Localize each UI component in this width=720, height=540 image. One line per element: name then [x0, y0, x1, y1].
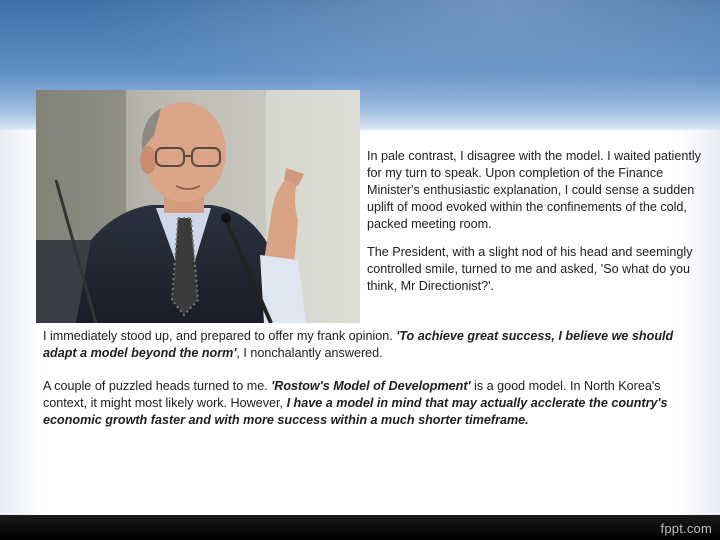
paragraph-4-model-name: 'Rostow's Model of Development' — [271, 379, 471, 393]
paragraph-4-middle: is a good model. In North Korea's context, it might most likely work. However, — [43, 379, 661, 410]
right-text-column — [367, 148, 707, 306]
paragraph-3 — [43, 328, 683, 362]
paragraph-4-lead: A couple of puzzled heads turned to me. — [43, 379, 272, 393]
full-width-text — [43, 328, 683, 445]
paragraph-3-lead: I immediately stood up, and prepared to offer my frank opinion. — [43, 329, 397, 343]
paragraph-3-quote: 'To achieve great success, I believe we should adapt a model beyond the norm' — [43, 329, 674, 360]
paragraph-4 — [43, 378, 683, 429]
watermark: fppt.com — [660, 521, 712, 536]
paragraph-1: In pale contrast, I disagree with the model. I waited patiently for my turn to speak. Upon completion of the Finance Minister's enthusiastic explanation, I could sense a sudden uplift of mood evoked within the confinements of the cold, packed meeting room. — [367, 149, 701, 231]
footer-band — [0, 515, 720, 540]
paragraph-2: The President, with a slight nod of his head and seemingly controlled smile, turned to me and asked, 'So what do you think, Mr Directionist?'. — [367, 245, 693, 293]
speaker-photo — [36, 90, 360, 323]
paragraph-4-claim: I have a model in mind that may actually acclerate the country's economic growth faster and with more success within a much shorter timeframe. — [43, 396, 668, 427]
man-speaking-photo — [36, 90, 360, 323]
paragraph-3-tail: , I nonchalantly answered. — [236, 346, 383, 360]
